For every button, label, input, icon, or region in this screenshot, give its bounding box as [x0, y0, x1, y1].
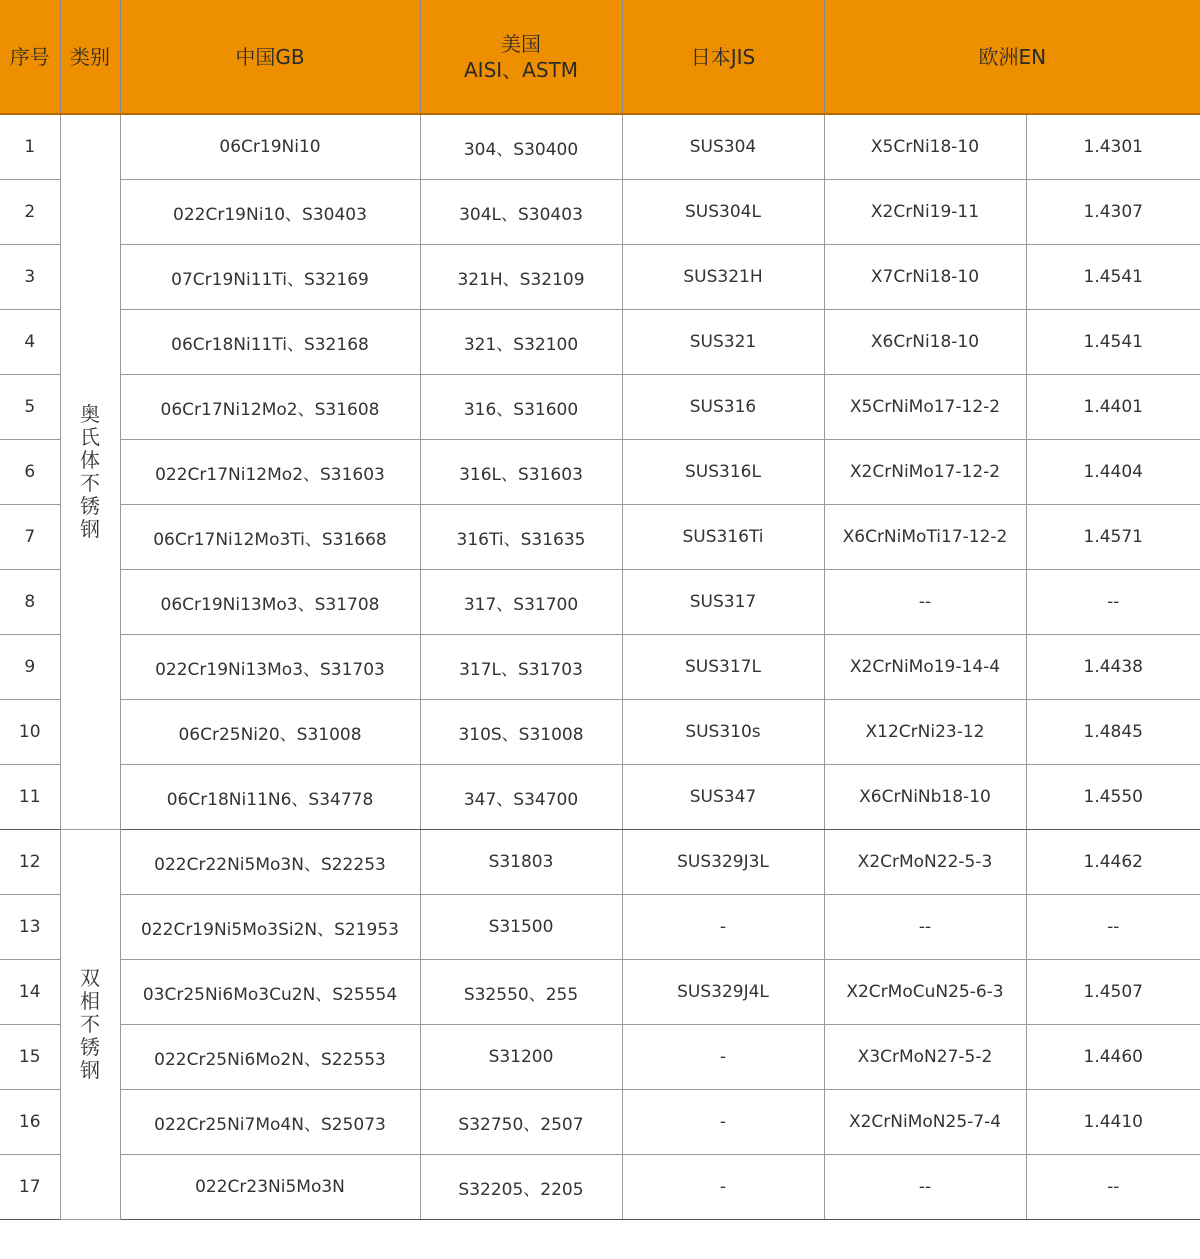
cell-europe-en-number: 1.4462: [1026, 830, 1200, 895]
cell-europe-en-number: 1.4541: [1026, 310, 1200, 375]
table-row: [0, 114, 1200, 180]
category-cell-austenitic: [60, 114, 120, 830]
cell-europe-en-number: 1.4845: [1026, 700, 1200, 765]
cell-europe-en-name: X6CrNiMoTi17-12-2: [824, 505, 1026, 570]
cell-usa-aisi-astm: 317L、S31703: [420, 635, 622, 700]
cell-europe-en-name: X12CrNi23-12: [824, 700, 1026, 765]
cell-usa-aisi-astm: 316Ti、S31635: [420, 505, 622, 570]
table-row: [0, 700, 1200, 765]
cell-europe-en-number: 1.4507: [1026, 960, 1200, 1025]
cell-japan-jis: SUS304: [622, 114, 824, 180]
cell-europe-en-name: X5CrNiMo17-12-2: [824, 375, 1026, 440]
cell-europe-en-name: --: [824, 895, 1026, 960]
cell-europe-en-name: X5CrNi18-10: [824, 114, 1026, 180]
cell-europe-en-name: X3CrMoN27-5-2: [824, 1025, 1026, 1090]
cell-japan-jis: -: [622, 895, 824, 960]
table-row: [0, 895, 1200, 960]
cell-europe-en-name: X2CrNiMoN25-7-4: [824, 1090, 1026, 1155]
cell-europe-en-name: X6CrNi18-10: [824, 310, 1026, 375]
cell-usa-aisi-astm: S32205、2205: [420, 1155, 622, 1220]
cell-usa-aisi-astm: 316L、S31603: [420, 440, 622, 505]
cell-europe-en-name: X2CrMoN22-5-3: [824, 830, 1026, 895]
category-label: 奥氏体不锈钢: [80, 402, 100, 541]
header-europe-en: 欧洲EN: [824, 0, 1200, 114]
cell-china-gb: 022Cr19Ni13Mo3、S31703: [120, 635, 420, 700]
cell-usa-aisi-astm: 304、S30400: [420, 114, 622, 180]
row-index: 13: [0, 895, 60, 960]
header-china-gb: 中国GB: [120, 0, 420, 114]
row-index: 1: [0, 114, 60, 180]
cell-usa-aisi-astm: 321H、S32109: [420, 245, 622, 310]
cell-china-gb: 022Cr23Ni5Mo3N: [120, 1155, 420, 1220]
cell-usa-aisi-astm: 316、S31600: [420, 375, 622, 440]
cell-europe-en-name: X2CrNiMo17-12-2: [824, 440, 1026, 505]
table-row: [0, 1090, 1200, 1155]
cell-europe-en-name: --: [824, 1155, 1026, 1220]
header-usa-line2: AISI、ASTM: [463, 57, 579, 82]
cell-europe-en-name: X2CrNi19-11: [824, 180, 1026, 245]
cell-usa-aisi-astm: 321、S32100: [420, 310, 622, 375]
cell-china-gb: 06Cr19Ni10: [120, 114, 420, 180]
table-row: [0, 375, 1200, 440]
header-usa-line1: 美国: [501, 31, 541, 56]
cell-japan-jis: SUS310s: [622, 700, 824, 765]
row-index: 16: [0, 1090, 60, 1155]
cell-china-gb: 022Cr25Ni7Mo4N、S25073: [120, 1090, 420, 1155]
row-index: 17: [0, 1155, 60, 1220]
row-index: 7: [0, 505, 60, 570]
cell-europe-en-number: 1.4307: [1026, 180, 1200, 245]
cell-usa-aisi-astm: S31200: [420, 1025, 622, 1090]
row-index: 8: [0, 570, 60, 635]
cell-europe-en-number: --: [1026, 1155, 1200, 1220]
cell-japan-jis: SUS321: [622, 310, 824, 375]
table-row: [0, 765, 1200, 830]
cell-usa-aisi-astm: 347、S34700: [420, 765, 622, 830]
cell-japan-jis: SUS329J3L: [622, 830, 824, 895]
row-index: 12: [0, 830, 60, 895]
row-index: 3: [0, 245, 60, 310]
table-row: [0, 1025, 1200, 1090]
cell-europe-en-number: 1.4550: [1026, 765, 1200, 830]
cell-usa-aisi-astm: 304L、S30403: [420, 180, 622, 245]
table-row: [0, 505, 1200, 570]
cell-usa-aisi-astm: S31803: [420, 830, 622, 895]
cell-europe-en-number: --: [1026, 895, 1200, 960]
header-index: 序号: [0, 0, 60, 114]
table-row: [0, 310, 1200, 375]
cell-japan-jis: SUS316: [622, 375, 824, 440]
row-index: 9: [0, 635, 60, 700]
cell-china-gb: 06Cr25Ni20、S31008: [120, 700, 420, 765]
cell-japan-jis: -: [622, 1090, 824, 1155]
row-index: 15: [0, 1025, 60, 1090]
row-index: 5: [0, 375, 60, 440]
cell-china-gb: 022Cr25Ni6Mo2N、S22553: [120, 1025, 420, 1090]
cell-usa-aisi-astm: 317、S31700: [420, 570, 622, 635]
cell-europe-en-number: 1.4541: [1026, 245, 1200, 310]
table-row: [0, 1155, 1200, 1220]
header-row: [0, 0, 1200, 114]
cell-china-gb: 022Cr19Ni5Mo3Si2N、S21953: [120, 895, 420, 960]
header-category: 类别: [60, 0, 120, 114]
cell-japan-jis: SUS316L: [622, 440, 824, 505]
cell-china-gb: 06Cr18Ni11N6、S34778: [120, 765, 420, 830]
cell-japan-jis: SUS321H: [622, 245, 824, 310]
table-row: [0, 180, 1200, 245]
cell-usa-aisi-astm: S32550、255: [420, 960, 622, 1025]
cell-japan-jis: SUS347: [622, 765, 824, 830]
row-index: 6: [0, 440, 60, 505]
row-index: 10: [0, 700, 60, 765]
cell-europe-en-number: 1.4410: [1026, 1090, 1200, 1155]
table-body: [0, 114, 1200, 1220]
cell-china-gb: 07Cr19Ni11Ti、S32169: [120, 245, 420, 310]
cell-japan-jis: -: [622, 1025, 824, 1090]
cell-japan-jis: SUS316Ti: [622, 505, 824, 570]
cell-usa-aisi-astm: 310S、S31008: [420, 700, 622, 765]
cell-europe-en-number: 1.4404: [1026, 440, 1200, 505]
cell-europe-en-number: 1.4301: [1026, 114, 1200, 180]
cell-europe-en-name: X6CrNiNb18-10: [824, 765, 1026, 830]
category-cell-duplex: [60, 830, 120, 1220]
cell-europe-en-number: 1.4401: [1026, 375, 1200, 440]
cell-china-gb: 06Cr17Ni12Mo2、S31608: [120, 375, 420, 440]
cell-china-gb: 03Cr25Ni6Mo3Cu2N、S25554: [120, 960, 420, 1025]
cell-china-gb: 06Cr18Ni11Ti、S32168: [120, 310, 420, 375]
cell-china-gb: 06Cr17Ni12Mo3Ti、S31668: [120, 505, 420, 570]
cell-japan-jis: SUS329J4L: [622, 960, 824, 1025]
cell-china-gb: 022Cr17Ni12Mo2、S31603: [120, 440, 420, 505]
cell-europe-en-number: 1.4571: [1026, 505, 1200, 570]
cell-china-gb: 022Cr22Ni5Mo3N、S22253: [120, 830, 420, 895]
table-row: [0, 440, 1200, 505]
table-row: [0, 570, 1200, 635]
cell-europe-en-name: X7CrNi18-10: [824, 245, 1026, 310]
row-index: 14: [0, 960, 60, 1025]
header-usa: [420, 0, 622, 114]
cell-europe-en-name: X2CrNiMo19-14-4: [824, 635, 1026, 700]
cell-japan-jis: SUS317L: [622, 635, 824, 700]
cell-europe-en-number: 1.4438: [1026, 635, 1200, 700]
cell-europe-en-name: --: [824, 570, 1026, 635]
cell-japan-jis: SUS317: [622, 570, 824, 635]
cell-europe-en-name: X2CrMoCuN25-6-3: [824, 960, 1026, 1025]
table-row: [0, 635, 1200, 700]
cell-europe-en-number: --: [1026, 570, 1200, 635]
table-row: [0, 830, 1200, 895]
cell-china-gb: 022Cr19Ni10、S30403: [120, 180, 420, 245]
cell-china-gb: 06Cr19Ni13Mo3、S31708: [120, 570, 420, 635]
row-index: 4: [0, 310, 60, 375]
table-row: [0, 960, 1200, 1025]
cell-usa-aisi-astm: S31500: [420, 895, 622, 960]
header-japan-jis: 日本JIS: [622, 0, 824, 114]
cell-japan-jis: SUS304L: [622, 180, 824, 245]
cell-japan-jis: -: [622, 1155, 824, 1220]
cell-europe-en-number: 1.4460: [1026, 1025, 1200, 1090]
cell-usa-aisi-astm: S32750、2507: [420, 1090, 622, 1155]
table-row: [0, 245, 1200, 310]
row-index: 2: [0, 180, 60, 245]
category-label: 双相不锈钢: [80, 966, 100, 1082]
row-index: 11: [0, 765, 60, 830]
